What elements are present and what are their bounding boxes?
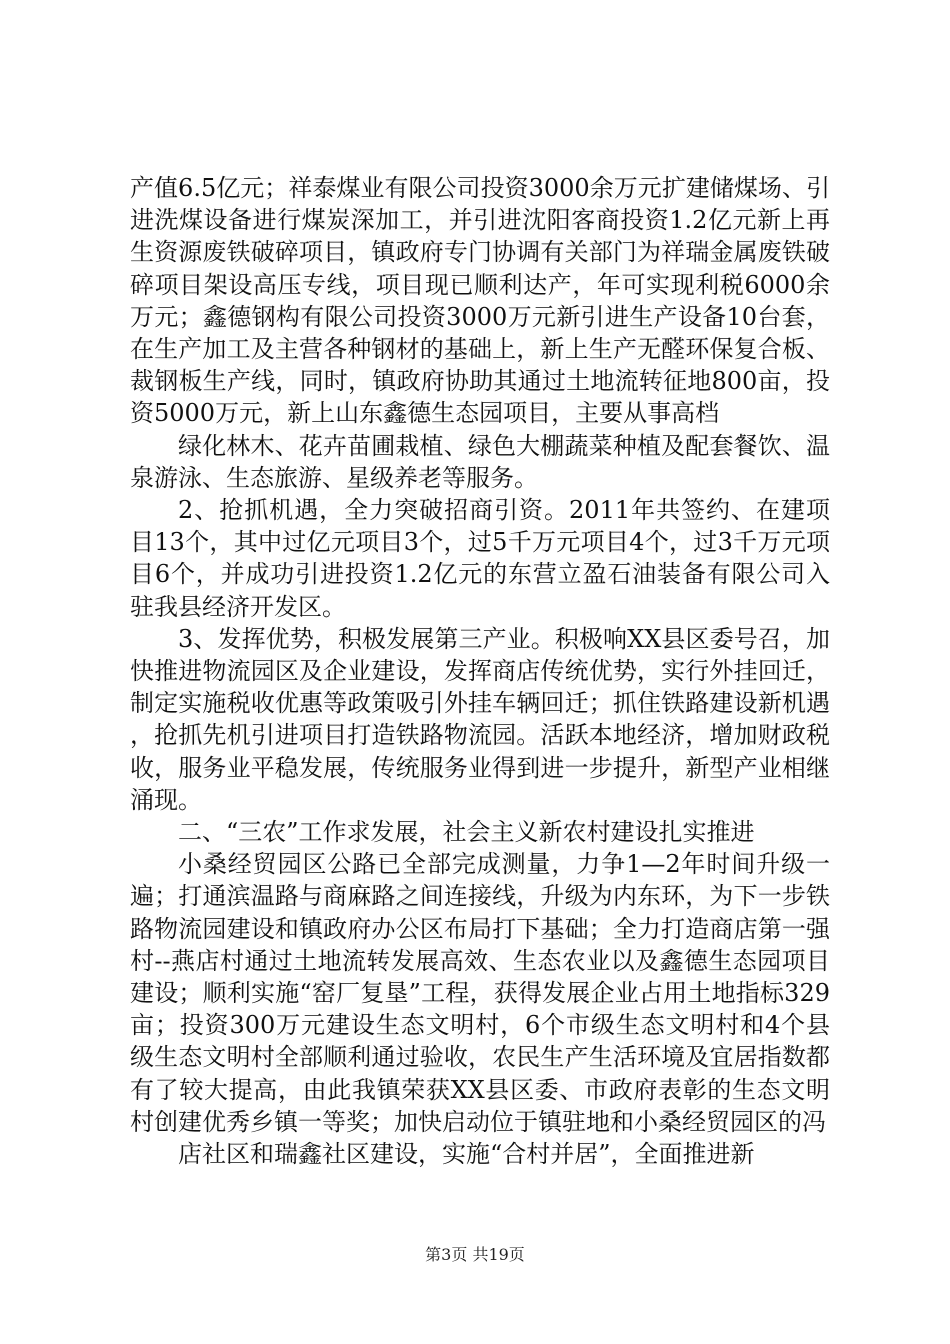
paragraph-7: 店社区和瑞鑫社区建设，实施“合村并居”，全面推进新 [178,1140,755,1169]
paragraph-3: 2、抢抓机遇，全力突破招商引资。2011年共签约、在建项目13个，其中过亿元项目3个，过5千万元项目4个，过3千万元项目6个，并成功引进投资1.2亿元的东营立盈石油装备有限公司入驻我县经济开发区。 [130,496,830,621]
document-body [130,172,830,1170]
paragraph-6: 小桑经贸园区公路已全部完成测量，力争1—2年时间升级一遍；打通滨温路与商麻路之间连接线，升级为内东环，为下一步铁路物流园建设和镇政府办公区布局打下基础；全力打造商店第一强村--燕店村通过土地流转发展高效、生态农业以及鑫德生态园项目建设；顺利实施“窑厂复垦”工程，获得发展企业占用土地指标329亩；投资300万元建设生态文明村，6个市级生态文明村和4个县级生态文明村全部顺利通过验收，农民生产生活环境及宜居指数都有了较大提高，由此我镇荣获XX县区委、市政府表彰的生态文明村创建优秀乡镇一等奖；加快启动位于镇驻地和小桑经贸园区的冯 [130,850,830,1136]
paragraph-2: 绿化林木、花卉苗圃栽植、绿色大棚蔬菜种植及配套餐饮、温泉游泳、生态旅游、星级养老等服务。 [130,431,830,492]
paragraph-4: 3、发挥优势，积极发展第三产业。积极响XX县区委号召，加快推进物流园区及企业建设，发挥商店传统优势，实行外挂回迁，制定实施税收优惠等政策吸引外挂车辆回迁；抓住铁路建设新机遇，抢抓先机引进项目打造铁路物流园。活跃本地经济，增加财政税收，服务业平稳发展，传统服务业得到进一步提升，新型产业相继涌现。 [130,624,830,814]
paragraph-1: 产值6.5亿元；祥泰煤业有限公司投资3000余万元扩建储煤场、引进洗煤设备进行煤炭深加工，并引进沈阳客商投资1.2亿元新上再生资源废铁破碎项目，镇政府专门协调有关部门为祥瑞金属废铁破碎项目架设高压专线，项目现已顺利达产，年可实现利税6000余万元；鑫德钢构有限公司投资3000万元新引进生产设备10台套，在生产加工及主营各种钢材的基础上，新上生产无醛环保复合板、裁钢板生产线，同时，镇政府协助其通过土地流转征地800亩，投资5000万元，新上山东鑫德生态园项目，主要从事高档 [130,174,830,428]
section-heading: 二、“三农”工作求发展，社会主义新农村建设扎实推进 [178,818,755,847]
page-number-footer: 第3页 共19页 [425,1245,525,1264]
